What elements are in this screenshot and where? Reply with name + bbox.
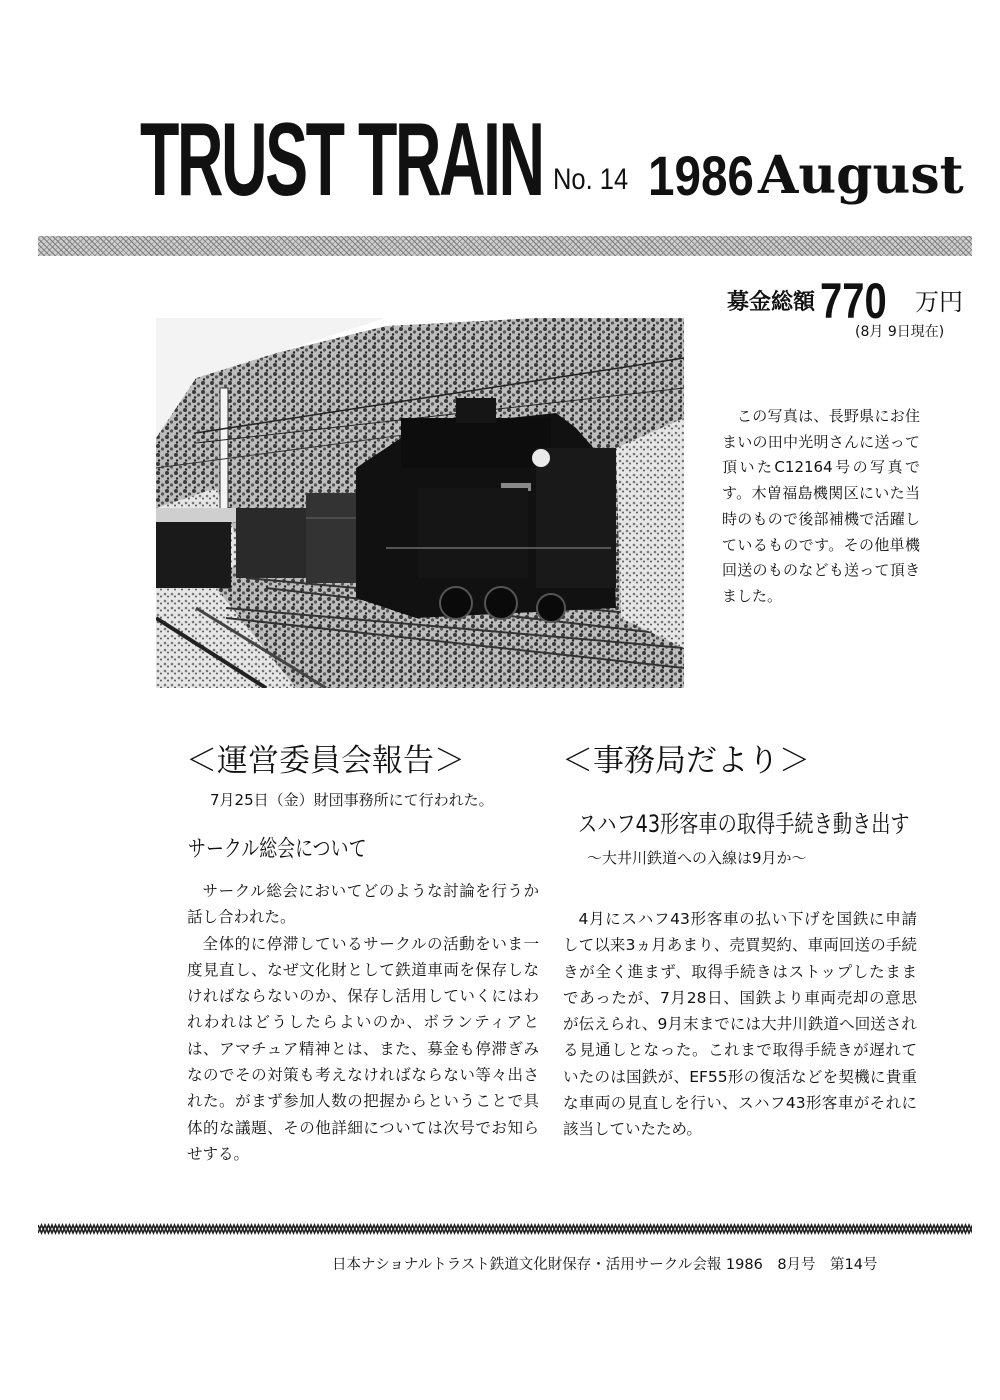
footer-divider bbox=[38, 1220, 972, 1232]
donation-as-of-date: (8月 9日現在) bbox=[855, 324, 945, 340]
donation-amount: 770 bbox=[820, 273, 887, 329]
donation-unit: 万円 bbox=[915, 288, 963, 316]
steering-committee-report-heading: ＜運営委員会報告＞ bbox=[186, 743, 465, 779]
paragraph: 全体的に停滞しているサークルの活動をいま一度見直し、なぜ文化財として鉄道車両を保存しなければならないのか、保存し活用していくにはわれわれはどうしたらよいのか、ボランティアとは、アマチュア精神とは、また、募金も停滞ぎみなのでその対策も考えなければならない等々出された。がまず参加人数の把握からということで具体的な議題、その他詳細については次号でお知らせする。 bbox=[187, 934, 539, 1163]
steering-committee-report-body bbox=[187, 878, 539, 1167]
issue-number: No. 14 bbox=[553, 163, 629, 196]
masthead-title: TRUST TRAIN bbox=[140, 102, 543, 218]
issue-year: 1986 bbox=[648, 144, 754, 207]
photo-caption: この写真は、長野県にお住まいの田中光明さんに送って頂いたC12164号の写真です。木曽福島機関区にいた当時のもので後部補機で活躍しているものです。その他単機回送のものなども送って頂きました。 bbox=[722, 407, 920, 605]
issue-month: August bbox=[758, 145, 964, 206]
oigawa-railway-tagline: 〜大井川鉄道への入線は9月か〜 bbox=[587, 849, 807, 867]
secretariat-news-body bbox=[563, 906, 917, 1143]
paragraph: 4月にスハフ43形客車の払い下げを国鉄に申請して以来3ヵ月あまり、売買契約、車両回送の手続きが全く進まず、取得手続きはストップしたままであったが、7月28日、国鉄より車両売却の意思が伝えられ、9月末までには大井川鉄道へ回送される見通しとなった。これまで取得手続きが遅れていたのは国鉄が、EF55形の復活などを契機に貴重な車両の見直しを行い、スハフ43形客車がそれに該当していたため。 bbox=[563, 910, 917, 1139]
coach-acquisition-subheading: スハフ43形客車の取得手続き動き出す bbox=[578, 810, 910, 838]
donation-label: 募金総額 bbox=[727, 290, 816, 315]
paragraph: サークル総会においてどのような討論を行うか話し合われた。 bbox=[187, 882, 539, 927]
secretariat-news-heading: ＜事務局だより＞ bbox=[562, 743, 810, 779]
header-divider bbox=[38, 236, 972, 256]
footer-publication-line: 日本ナショナルトラスト鉄道文化財保存・活用サークル会報 1986 8月号 第14号 bbox=[332, 1257, 878, 1273]
locomotive-photo bbox=[156, 318, 684, 688]
circle-general-meeting-subheading: サークル総会について bbox=[188, 836, 367, 862]
meeting-date-line: 7月25日（金）財団事務所にて行われた。 bbox=[210, 791, 494, 809]
